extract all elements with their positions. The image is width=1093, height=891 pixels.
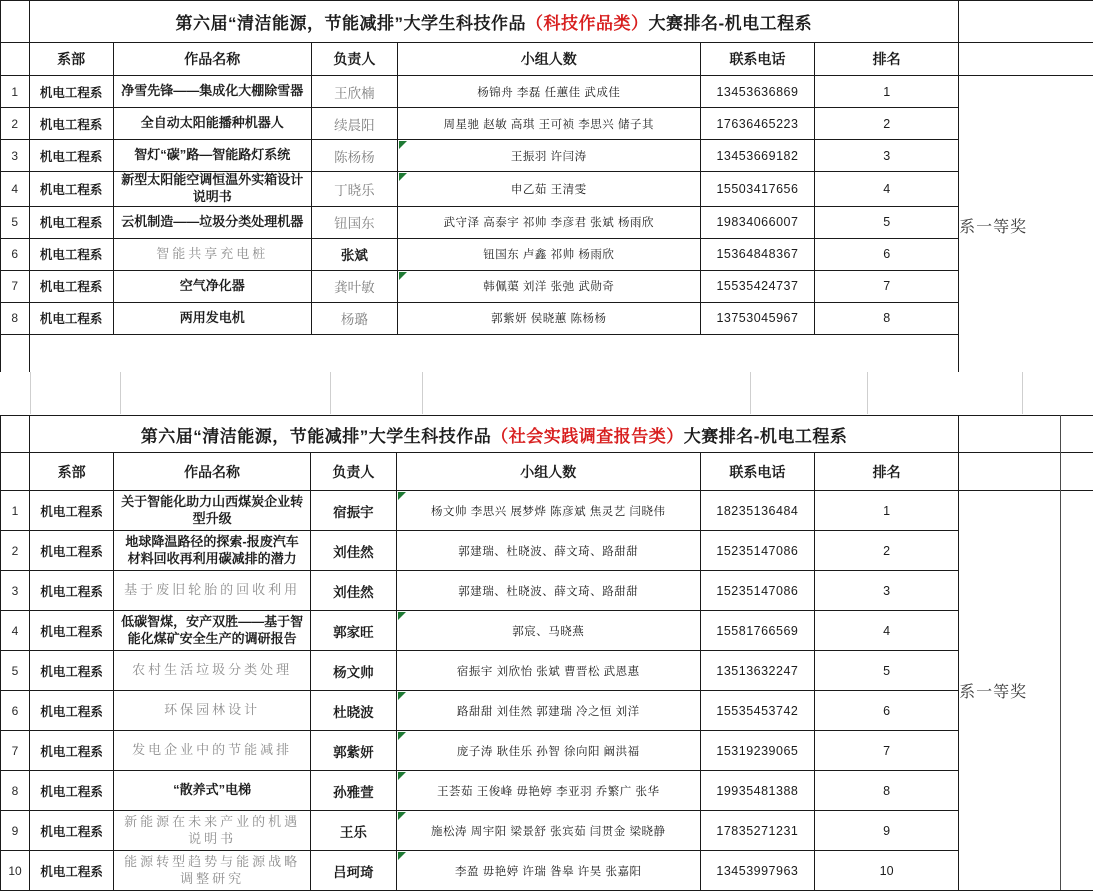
cell-department: 机电工程系: [29, 172, 113, 207]
cell-row-number: 8: [1, 771, 30, 811]
cell-phone: 15235147086: [700, 531, 815, 571]
cell-phone: 15503417656: [700, 172, 815, 207]
cell-phone: 13453669182: [700, 140, 815, 172]
cell-project-name: 低碳智煤，安产双胜——基于智能化煤矿安全生产的调研报告: [114, 611, 311, 651]
cell-project-name: “散养式”电梯: [114, 771, 311, 811]
cell-members-with-flag-icon: 郭宸、马晓燕: [396, 611, 700, 651]
cell-leader: 丁晓乐: [311, 172, 397, 207]
cell-row-number: 10: [1, 851, 30, 891]
title-prefix: 第六届“清洁能源，节能减排”大学生科技作品: [140, 426, 492, 446]
gridline: [867, 372, 868, 414]
header-cell-phone: 联系电话: [700, 43, 815, 76]
cell-phone: 13513632247: [700, 651, 815, 691]
cell-department: 机电工程系: [30, 731, 114, 771]
cell-department: 机电工程系: [30, 811, 114, 851]
cell-leader: 杜晓波: [310, 691, 396, 731]
cell-row-number: 3: [1, 140, 30, 172]
table-title-row: [1, 1, 1093, 43]
ranking-table: [0, 415, 1093, 891]
cell-phone: 13753045967: [700, 302, 815, 334]
cell-rank: 1: [815, 491, 959, 531]
title-prefix: 第六届“清洁能源，节能减排”大学生科技作品: [175, 14, 526, 33]
cell-rank: 4: [815, 611, 959, 651]
cell-leader: 龚叶敏: [311, 270, 397, 302]
header-cell-rank: 排名: [815, 43, 959, 76]
cell-row-number: 8: [1, 302, 30, 334]
social-practice-ranking-table: [0, 415, 1093, 891]
cell-row-number: 1: [1, 491, 30, 531]
award-column-header-cell: [959, 43, 1093, 76]
cell-department: 机电工程系: [30, 851, 114, 891]
cell-phone: 13453636869: [700, 76, 815, 108]
award-merged-cell: 系一等奖: [959, 491, 1093, 891]
table-row: [1, 108, 1093, 140]
cell-leader: 续晨阳: [311, 108, 397, 140]
header-cell-members: 小组人数: [397, 43, 700, 76]
cell-phone: 15581766569: [700, 611, 815, 651]
cell-members-with-flag-icon: 施松涛 周宇阳 梁景舒 张宾茹 闫贯金 梁晓静: [396, 811, 700, 851]
cell-row-number: 5: [1, 651, 30, 691]
cell-leader: 郭家旺: [310, 611, 396, 651]
cell-leader: 孙雅萱: [310, 771, 396, 811]
cell-project-name: 云机制造——垃圾分类处理机器: [113, 206, 311, 238]
cell-project-name: 新型太阳能空调恒温外实箱设计说明书: [113, 172, 311, 207]
rownum-header-cell: [1, 1, 30, 43]
cell-leader: 张斌: [311, 238, 397, 270]
cell-row-number: 7: [1, 270, 30, 302]
cell-project-name: 农村生活垃圾分类处理: [114, 651, 311, 691]
cell-leader: 吕珂琦: [310, 851, 396, 891]
cell-members: 武守泽 高泰宇 祁帅 李彦君 张斌 杨雨欣: [397, 206, 700, 238]
cell-phone: 17636465223: [700, 108, 815, 140]
sheet-gridline-gap: [0, 372, 1093, 414]
empty-row: [1, 334, 1093, 375]
cell-leader: 杨璐: [311, 302, 397, 334]
cell-department: 机电工程系: [29, 206, 113, 238]
cell-members: 钮国东 卢鑫 祁帅 杨雨欣: [397, 238, 700, 270]
cell-leader: 钮国东: [311, 206, 397, 238]
cell-project-name: 智灯“碳”路—智能路灯系统: [113, 140, 311, 172]
title-suffix: 大赛排名-机电工程系: [648, 14, 813, 33]
cell-phone: 19834066007: [700, 206, 815, 238]
table-row: [1, 651, 1093, 691]
cell-rank: 9: [815, 811, 959, 851]
cell-members-with-flag-icon: 路甜甜 刘佳然 郭建瑞 冷之恒 刘洋: [396, 691, 700, 731]
cell-project-name: 全自动太阳能播种机器人: [113, 108, 311, 140]
cell-members-with-flag-icon: 庞子涛 耿佳乐 孙智 徐向阳 阚洪福: [396, 731, 700, 771]
table-row: [1, 851, 1093, 891]
table-row: [1, 172, 1093, 207]
header-cell-rank: 排名: [815, 453, 959, 491]
cell-row-number: 6: [1, 238, 30, 270]
cell-members: 周星驰 赵敏 高琪 王可祯 李思兴 储子其: [397, 108, 700, 140]
cell-phone: 18235136484: [700, 491, 815, 531]
table-title: [29, 1, 959, 43]
cell-rank: 5: [815, 651, 959, 691]
award-merged-cell: 系一等奖: [959, 76, 1093, 376]
header-cell-leader: 负责人: [311, 43, 397, 76]
cell-phone: 15535424737: [700, 270, 815, 302]
table-title: [30, 416, 959, 453]
table-row: [1, 491, 1093, 531]
cell-members: 宿振宇 刘欣怡 张斌 曹晋松 武恩惠: [396, 651, 700, 691]
cell-rank: 5: [815, 206, 959, 238]
cell-department: 机电工程系: [30, 491, 114, 531]
cell-project-name: 环保园林设计: [114, 691, 311, 731]
cell-members: 郭紫妍 侯晓蕙 陈杨杨: [397, 302, 700, 334]
table-row: [1, 731, 1093, 771]
cell-phone: 15364848367: [700, 238, 815, 270]
cell-department: 机电工程系: [29, 140, 113, 172]
cell-project-name: 净雪先锋——集成化大棚除雪器: [113, 76, 311, 108]
table-title-row: [1, 416, 1093, 453]
empty-merged-cell: [29, 334, 959, 375]
table-row: [1, 270, 1093, 302]
cell-project-name: 新能源在未来产业的机遇说明书: [114, 811, 311, 851]
cell-members: 杨锦舟 李磊 任蕙佳 武成佳: [397, 76, 700, 108]
cell-rank: 8: [815, 302, 959, 334]
cell-members-with-flag-icon: 王振羽 许闫涛: [397, 140, 700, 172]
cell-row-number: 9: [1, 811, 30, 851]
cell-project-name: 空气净化器: [113, 270, 311, 302]
cell-row-number: 4: [1, 611, 30, 651]
cell-rank: 10: [815, 851, 959, 891]
cell-row-number: 3: [1, 571, 30, 611]
cell-project-name: 关于智能化助力山西煤炭企业转型升级: [114, 491, 311, 531]
table-row: [1, 206, 1093, 238]
gridline: [330, 372, 331, 414]
cell-members: 郭建瑞、杜晓波、薛文琦、路甜甜: [396, 531, 700, 571]
header-cell-leader: 负责人: [310, 453, 396, 491]
cell-phone: 17835271231: [700, 811, 815, 851]
cell-row-number: 2: [1, 531, 30, 571]
cell-department: 机电工程系: [30, 611, 114, 651]
cell-department: 机电工程系: [29, 108, 113, 140]
cell-members-with-flag-icon: 李盈 毋艳婷 许瑞 昝皋 许昊 张嘉阳: [396, 851, 700, 891]
cell-rank: 7: [815, 270, 959, 302]
rownum-header-cell: [1, 43, 30, 76]
tech-works-ranking-table: [0, 0, 1093, 376]
title-category-red: （科技作品类）: [525, 14, 649, 33]
cell-phone: 19935481388: [700, 771, 815, 811]
rownum-header-cell: [1, 453, 30, 491]
title-category-red: （社会实践调查报告类）: [491, 426, 684, 446]
gridline: [422, 372, 423, 414]
cell-leader: 刘佳然: [310, 571, 396, 611]
table-row: [1, 811, 1093, 851]
table-row: [1, 611, 1093, 651]
award-column-top-cell: [959, 416, 1093, 453]
cell-members-with-flag-icon: 韩佩蕖 刘洋 张弛 武勋奇: [397, 270, 700, 302]
cell-rank: 7: [815, 731, 959, 771]
header-cell-dept: 系部: [29, 43, 113, 76]
cell-members-with-flag-icon: 王荟茹 王俊峰 毋艳婷 李亚羽 乔繁广 张华: [396, 771, 700, 811]
table2-right-border: [1060, 415, 1061, 890]
cell-rank: 4: [815, 172, 959, 207]
cell-department: 机电工程系: [29, 238, 113, 270]
cell-department: 机电工程系: [30, 531, 114, 571]
cell-department: 机电工程系: [30, 691, 114, 731]
cell-department: 机电工程系: [30, 571, 114, 611]
cell-department: 机电工程系: [29, 270, 113, 302]
cell-phone: 13453997963: [700, 851, 815, 891]
cell-rank: 6: [815, 691, 959, 731]
cell-project-name: 智能共享充电桩: [113, 238, 311, 270]
cell-row-number: 6: [1, 691, 30, 731]
rownum-header-cell: [1, 416, 30, 453]
cell-leader: 宿振宇: [310, 491, 396, 531]
cell-project-name: 两用发电机: [113, 302, 311, 334]
cell-rank: 2: [815, 531, 959, 571]
header-cell-project: 作品名称: [114, 453, 311, 491]
cell-members: 郭建瑞、杜晓波、薛文琦、路甜甜: [396, 571, 700, 611]
table-row: [1, 531, 1093, 571]
cell-leader: 杨文帅: [310, 651, 396, 691]
cell-rank: 2: [815, 108, 959, 140]
cell-phone: 15535453742: [700, 691, 815, 731]
header-cell-dept: 系部: [30, 453, 114, 491]
award-column-header-cell: [959, 453, 1093, 491]
table-row: [1, 76, 1093, 108]
cell-project-name: 地球降温路径的探索-报废汽车材料回收再利用碳减排的潜力: [114, 531, 311, 571]
cell-leader: 陈杨杨: [311, 140, 397, 172]
cell-row-number: 2: [1, 108, 30, 140]
cell-rank: 3: [815, 571, 959, 611]
cell-project-name: 能源转型趋势与能源战略调整研究: [114, 851, 311, 891]
cell-row-number: 1: [1, 76, 30, 108]
cell-row-number: 5: [1, 206, 30, 238]
header-cell-phone: 联系电话: [700, 453, 815, 491]
cell-row-number: [1, 334, 30, 375]
header-cell-members: 小组人数: [396, 453, 700, 491]
table-row: [1, 140, 1093, 172]
cell-rank: 6: [815, 238, 959, 270]
cell-row-number: 4: [1, 172, 30, 207]
cell-rank: 1: [815, 76, 959, 108]
award-column-top-cell: [959, 1, 1093, 43]
cell-department: 机电工程系: [30, 651, 114, 691]
table-row: [1, 771, 1093, 811]
gridline: [1022, 372, 1023, 414]
table-row: [1, 302, 1093, 334]
ranking-table: [0, 0, 1093, 376]
cell-leader: 王欣楠: [311, 76, 397, 108]
cell-rank: 8: [815, 771, 959, 811]
cell-members-with-flag-icon: 杨文帅 李思兴 展梦烨 陈彦斌 焦灵艺 闫晓伟: [396, 491, 700, 531]
table-row: [1, 238, 1093, 270]
cell-department: 机电工程系: [29, 302, 113, 334]
cell-members-with-flag-icon: 申乙茹 王清雯: [397, 172, 700, 207]
header-cell-project: 作品名称: [113, 43, 311, 76]
table-row: [1, 571, 1093, 611]
gridline: [30, 372, 31, 414]
cell-phone: 15235147086: [700, 571, 815, 611]
cell-leader: 郭紫妍: [310, 731, 396, 771]
cell-leader: 刘佳然: [310, 531, 396, 571]
gridline: [750, 372, 751, 414]
table-header-row: [1, 453, 1093, 491]
table-row: [1, 691, 1093, 731]
cell-department: 机电工程系: [30, 771, 114, 811]
cell-project-name: 基于废旧轮胎的回收利用: [114, 571, 311, 611]
cell-row-number: 7: [1, 731, 30, 771]
table-header-row: [1, 43, 1093, 76]
title-suffix: 大赛排名-机电工程系: [683, 426, 848, 446]
cell-phone: 15319239065: [700, 731, 815, 771]
cell-leader: 王乐: [310, 811, 396, 851]
cell-rank: 3: [815, 140, 959, 172]
gridline: [120, 372, 121, 414]
cell-project-name: 发电企业中的节能减排: [114, 731, 311, 771]
cell-department: 机电工程系: [29, 76, 113, 108]
